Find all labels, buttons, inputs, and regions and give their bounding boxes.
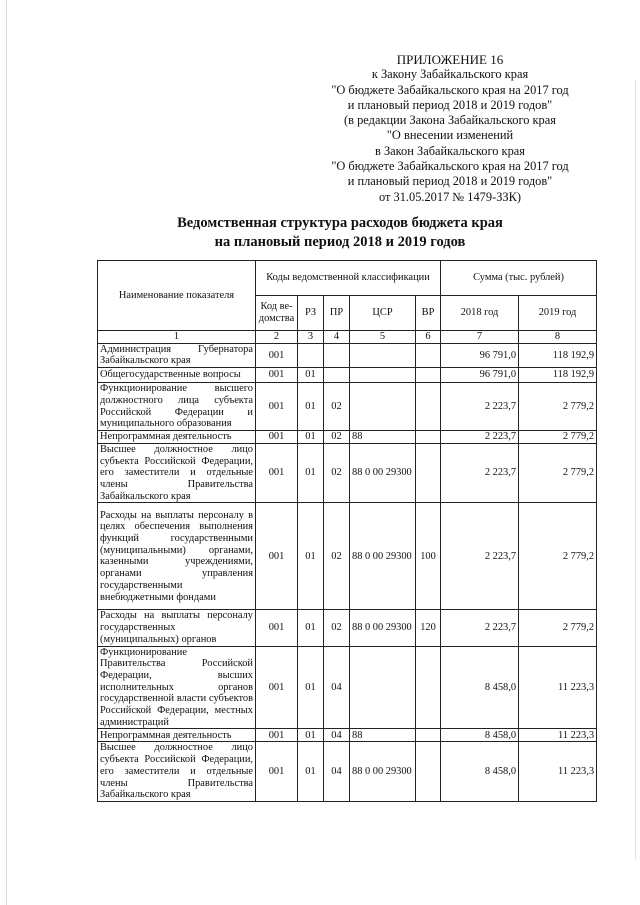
- row-rz: 01: [298, 610, 324, 646]
- appendix-line: и плановый период 2018 и 2019 годов": [347, 97, 553, 112]
- row-code-ved: 001: [256, 610, 298, 646]
- column-number: 8: [519, 331, 597, 344]
- row-vr: [416, 343, 441, 367]
- row-pr: [324, 368, 350, 383]
- row-code-ved: 001: [256, 343, 298, 367]
- row-name: Расходы на выплаты персоналу в целях обеспечения выполнения функций государственными (муниципальными) органами, казенными учреждениями, органами управления государственными внебюджетными фондами: [98, 503, 256, 610]
- row-sum-2018: 2 223,7: [441, 430, 519, 443]
- header-2018: 2018 год: [441, 296, 519, 331]
- document-title: [130, 214, 550, 252]
- row-code-ved: 001: [256, 742, 298, 802]
- row-vr: [416, 646, 441, 729]
- row-pr: 02: [324, 383, 350, 431]
- row-vr: [416, 383, 441, 431]
- appendix-line: ПРИЛОЖЕНИЕ 16: [396, 52, 504, 67]
- appendix-line: к Закону Забайкальского края: [371, 67, 529, 82]
- row-csr: 88 0 00 29300: [350, 610, 416, 646]
- row-sum-2019: 2 779,2: [519, 383, 597, 431]
- scan-edge-left: [6, 0, 7, 905]
- header-2019: 2019 год: [519, 296, 597, 331]
- appendix-line: "О внесении изменений: [386, 128, 514, 143]
- row-sum-2018: 96 791,0: [441, 343, 519, 367]
- row-vr: [416, 368, 441, 383]
- row-pr: 04: [324, 742, 350, 802]
- table-row: [98, 729, 597, 742]
- row-vr: [416, 443, 441, 503]
- row-csr: 88 0 00 29300: [350, 742, 416, 802]
- appendix-line: "О бюджете Забайкальского края на 2017 год: [331, 82, 569, 97]
- row-rz: 01: [298, 729, 324, 742]
- row-vr: 100: [416, 503, 441, 610]
- header-vr: ВР: [416, 296, 441, 331]
- row-sum-2019: 118 192,9: [519, 343, 597, 367]
- row-pr: 02: [324, 503, 350, 610]
- table-row: [98, 430, 597, 443]
- row-rz: 01: [298, 443, 324, 503]
- appendix-block: [300, 52, 600, 205]
- appendix-line: (в редакции Закона Забайкальского края: [344, 113, 556, 128]
- row-sum-2018: 2 223,7: [441, 383, 519, 431]
- row-csr: [350, 343, 416, 367]
- row-rz: 01: [298, 383, 324, 431]
- row-csr: 88 0 00 29300: [350, 443, 416, 503]
- row-pr: 02: [324, 610, 350, 646]
- row-sum-2018: 8 458,0: [441, 729, 519, 742]
- table-row: [98, 610, 597, 646]
- row-code-ved: 001: [256, 443, 298, 503]
- column-number: 1: [98, 331, 256, 344]
- row-code-ved: 001: [256, 646, 298, 729]
- row-rz: 01: [298, 646, 324, 729]
- column-number: 5: [350, 331, 416, 344]
- row-sum-2019: 11 223,3: [519, 646, 597, 729]
- appendix-line: и плановый период 2018 и 2019 годов": [347, 174, 553, 189]
- row-pr: 02: [324, 443, 350, 503]
- table-row: [98, 443, 597, 503]
- table-row: [98, 368, 597, 383]
- column-number: 7: [441, 331, 519, 344]
- row-rz: 01: [298, 503, 324, 610]
- row-name: Высшее должностное лицо субъекта Российской Федерации, его заместители и отдельные члены Правительства Забайкальского края: [98, 742, 256, 802]
- column-number: 3: [298, 331, 324, 344]
- row-name: Расходы на выплаты персоналу государственных (муниципальных) органов: [98, 610, 256, 646]
- row-csr: 88 0 00 29300: [350, 503, 416, 610]
- row-sum-2019: 11 223,3: [519, 742, 597, 802]
- row-sum-2018: 96 791,0: [441, 368, 519, 383]
- appendix-line: в Закон Забайкальского края: [375, 143, 525, 158]
- row-rz: 01: [298, 368, 324, 383]
- row-sum-2018: 2 223,7: [441, 443, 519, 503]
- header-sum-group: Сумма (тыс. рублей): [441, 261, 597, 296]
- column-number: 4: [324, 331, 350, 344]
- row-csr: 88: [350, 729, 416, 742]
- document-title-line-1: Ведомственная структура расходов бюджета края: [177, 215, 503, 231]
- row-code-ved: 001: [256, 503, 298, 610]
- table-row: [98, 503, 597, 610]
- row-vr: [416, 430, 441, 443]
- row-sum-2018: 2 223,7: [441, 610, 519, 646]
- table-row: [98, 343, 597, 367]
- header-name: Наименование показателя: [98, 261, 256, 331]
- column-number: 6: [416, 331, 441, 344]
- table-row: [98, 646, 597, 729]
- row-sum-2018: 2 223,7: [441, 503, 519, 610]
- row-vr: 120: [416, 610, 441, 646]
- header-pr: ПР: [324, 296, 350, 331]
- row-sum-2019: 118 192,9: [519, 368, 597, 383]
- row-name: Администрация Губернатора Забайкальского края: [98, 343, 256, 367]
- row-sum-2019: 2 779,2: [519, 430, 597, 443]
- budget-table: [97, 260, 597, 802]
- row-name: Функционирование Правительства Российской Федерации, высших исполнительных органов государственной власти субъектов Российской Федерации, местных администраций: [98, 646, 256, 729]
- table-row: [98, 742, 597, 802]
- row-name: Непрограммная деятельность: [98, 430, 256, 443]
- column-number-row: [98, 331, 597, 344]
- header-code-ved: Код ве-домства: [256, 296, 298, 331]
- row-sum-2019: 2 779,2: [519, 443, 597, 503]
- row-csr: 88: [350, 430, 416, 443]
- row-name: Высшее должностное лицо субъекта Российской Федерации, его заместители и отдельные члены Правительства Забайкальского края: [98, 443, 256, 503]
- row-rz: [298, 343, 324, 367]
- row-sum-2018: 8 458,0: [441, 742, 519, 802]
- row-rz: 01: [298, 742, 324, 802]
- appendix-line: "О бюджете Забайкальского края на 2017 год: [331, 159, 569, 174]
- row-vr: [416, 742, 441, 802]
- document-title-line-2: на плановый период 2018 и 2019 годов: [214, 234, 466, 250]
- row-csr: [350, 383, 416, 431]
- row-sum-2019: 11 223,3: [519, 729, 597, 742]
- row-vr: [416, 729, 441, 742]
- scan-edge-right: [635, 80, 636, 860]
- appendix-line: от 31.05.2017 № 1479-ЗЗК): [378, 189, 522, 204]
- row-pr: 04: [324, 646, 350, 729]
- column-number: 2: [256, 331, 298, 344]
- row-code-ved: 001: [256, 368, 298, 383]
- row-code-ved: 001: [256, 430, 298, 443]
- row-sum-2019: 2 779,2: [519, 610, 597, 646]
- row-sum-2019: 2 779,2: [519, 503, 597, 610]
- table-row: [98, 383, 597, 431]
- row-pr: [324, 343, 350, 367]
- header-codes-group: Коды ведомственной классификации: [256, 261, 441, 296]
- table-header-row: [98, 261, 597, 296]
- row-code-ved: 001: [256, 383, 298, 431]
- row-name: Функционирование высшего должностного лица субъекта Российской Федерации и муниципального образования: [98, 383, 256, 431]
- row-pr: 02: [324, 430, 350, 443]
- row-csr: [350, 368, 416, 383]
- row-csr: [350, 646, 416, 729]
- row-code-ved: 001: [256, 729, 298, 742]
- row-name: Общегосударственные вопросы: [98, 368, 256, 383]
- row-rz: 01: [298, 430, 324, 443]
- header-rz: РЗ: [298, 296, 324, 331]
- header-csr: ЦСР: [350, 296, 416, 331]
- row-name: Непрограммная деятельность: [98, 729, 256, 742]
- row-sum-2018: 8 458,0: [441, 646, 519, 729]
- row-pr: 04: [324, 729, 350, 742]
